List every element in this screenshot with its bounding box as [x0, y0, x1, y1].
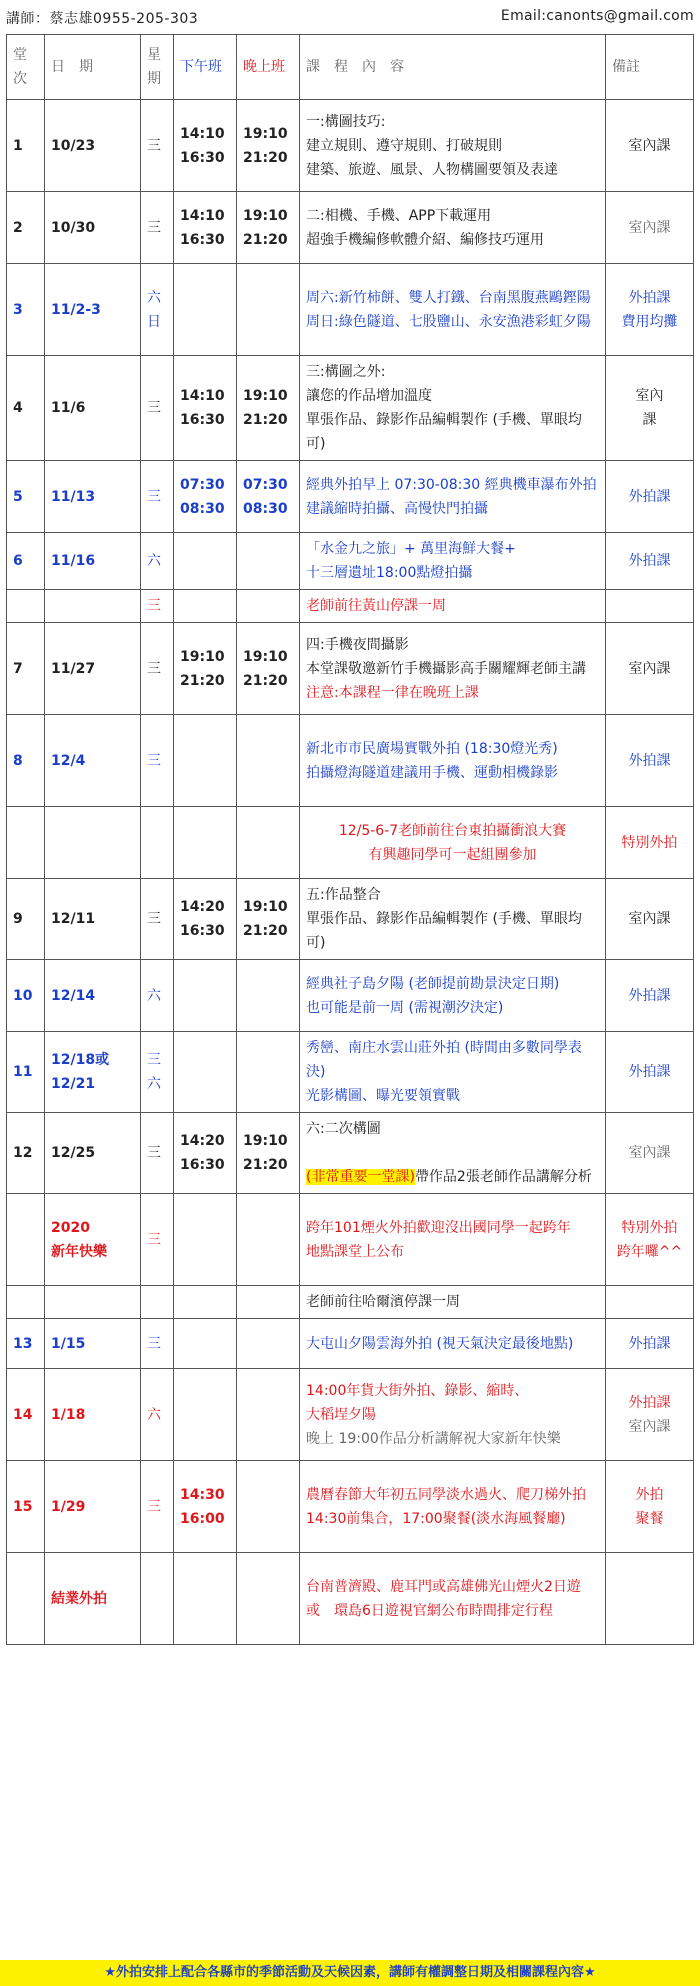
- content-line: 六:二次構圖: [306, 1121, 381, 1137]
- session-date: 12/11: [45, 879, 141, 960]
- session-number: 3: [7, 264, 45, 356]
- content-line: 建議縮時拍攝、高慢快門拍攝: [306, 500, 488, 517]
- col-content: 課 程 內 容: [300, 35, 606, 100]
- evening-time: [237, 1369, 300, 1461]
- afternoon-time: 14:10 16:30: [174, 100, 237, 192]
- afternoon-time: 14:10 16:30: [174, 356, 237, 461]
- table-row: [7, 1461, 694, 1553]
- content-line: 二:相機、手機、APP下載運用: [306, 207, 492, 224]
- evening-time: 19:10 21:20: [237, 100, 300, 192]
- course-content: [300, 960, 606, 1032]
- afternoon-time: [174, 715, 237, 807]
- afternoon-time: 14:30 16:00: [174, 1461, 237, 1553]
- session-number: 15: [7, 1461, 45, 1553]
- content-line: 12/5-6-7老師前往台東拍攝衝浪大賽: [338, 822, 567, 839]
- session-date: 12/14: [45, 960, 141, 1032]
- evening-time: [237, 1194, 300, 1286]
- course-content: [300, 1369, 606, 1461]
- content-line: 單張作品、錄影作品編輯製作 (手機、單眼均可): [306, 412, 582, 452]
- course-note: 外拍課: [606, 1319, 694, 1369]
- afternoon-time: 14:20 16:30: [174, 1113, 237, 1194]
- course-note: 外拍課: [606, 1032, 694, 1113]
- content-line: 新北市市民廣場實戰外拍 (18:30燈光秀): [306, 740, 558, 757]
- table-row: [7, 1319, 694, 1369]
- course-note: 室內課: [606, 192, 694, 264]
- content-line: 秀巒、南庄水雲山莊外拍 (時間由多數同學表決): [306, 1040, 582, 1080]
- course-content: [300, 533, 606, 590]
- session-date: 結業外拍: [45, 1553, 141, 1645]
- session-weekday: 三: [141, 1461, 174, 1553]
- table-row: [7, 1032, 694, 1113]
- course-note: 室內課: [606, 100, 694, 192]
- evening-time: [237, 533, 300, 590]
- evening-time: [237, 1032, 300, 1113]
- evening-time: 19:10 21:20: [237, 356, 300, 461]
- session-number: 8: [7, 715, 45, 807]
- session-weekday: 三: [141, 356, 174, 461]
- content-line: 三:構圖之外:: [306, 364, 386, 380]
- course-note: 外拍課: [606, 533, 694, 590]
- course-content: [300, 715, 606, 807]
- session-weekday: 三: [141, 623, 174, 715]
- content-line: 地點課堂上公布: [306, 1243, 404, 1260]
- content-line: 十三層遺址18:00點燈拍攝: [306, 565, 473, 581]
- content-line: 14:30前集合，17:00聚餐(淡水海風餐廳): [306, 1510, 566, 1527]
- afternoon-time: [174, 1286, 237, 1319]
- session-weekday: 三: [141, 192, 174, 264]
- content-line: 14:00年貨大街外拍、錄影、縮時、: [306, 1382, 529, 1399]
- evening-time: 19:10 21:20: [237, 623, 300, 715]
- table-row: [7, 807, 694, 879]
- table-row: [7, 461, 694, 533]
- course-note: 外拍課: [606, 960, 694, 1032]
- course-content: [300, 100, 606, 192]
- course-note: 室內課: [606, 1113, 694, 1194]
- session-number: 9: [7, 879, 45, 960]
- session-weekday: [141, 1286, 174, 1319]
- course-content: [300, 356, 606, 461]
- session-weekday: 六: [141, 960, 174, 1032]
- content-line: 經典社子島夕陽 (老師提前勘景決定日期): [306, 975, 560, 992]
- session-weekday: 六: [141, 1369, 174, 1461]
- session-date: 10/30: [45, 192, 141, 264]
- session-weekday: 三: [141, 715, 174, 807]
- afternoon-time: [174, 1319, 237, 1369]
- session-weekday: 三: [141, 1194, 174, 1286]
- content-line: 跨年101煙火外拍歡迎沒出國同學一起跨年: [306, 1219, 571, 1236]
- teacher-email: Email:canonts@gmail.com: [500, 8, 694, 24]
- evening-time: [237, 264, 300, 356]
- course-note: 外拍課 費用均攤: [606, 264, 694, 356]
- content-line: 周六:新竹柿餅、雙人打鐵、台南黑腹燕鷗鏗陽: [306, 289, 591, 306]
- afternoon-time: 19:10 21:20: [174, 623, 237, 715]
- evening-time: 07:30 08:30: [237, 461, 300, 533]
- content-line: 本堂課敬邀新竹手機攝影高手關耀輝老師主講: [306, 660, 586, 677]
- col-note: 備註: [606, 35, 694, 100]
- content-line: 經典外拍早上 07:30-08:30 經典機車瀑布外拍: [306, 476, 597, 493]
- course-content: [300, 461, 606, 533]
- session-weekday: 三: [141, 1319, 174, 1369]
- session-number: 7: [7, 623, 45, 715]
- course-content: [300, 1286, 606, 1319]
- table-row: [7, 590, 694, 623]
- course-note: 特別外拍 跨年囉^^: [606, 1194, 694, 1286]
- session-weekday: 三: [141, 461, 174, 533]
- table-row: [7, 623, 694, 715]
- content-line: 周日:綠色隧道、七股鹽山、永安漁港彩虹夕陽: [306, 313, 591, 330]
- course-note: 外拍 聚餐: [606, 1461, 694, 1553]
- col-weekday: 星期: [141, 35, 174, 100]
- evening-time: [237, 715, 300, 807]
- afternoon-time: [174, 1369, 237, 1461]
- afternoon-time: 14:10 16:30: [174, 192, 237, 264]
- afternoon-time: 14:20 16:30: [174, 879, 237, 960]
- session-date: 11/2-3: [45, 264, 141, 356]
- session-date: 11/13: [45, 461, 141, 533]
- content-line: 超強手機編修軟體介紹、編修技巧運用: [306, 231, 544, 248]
- afternoon-time: [174, 264, 237, 356]
- session-number: [7, 590, 45, 623]
- evening-time: [237, 590, 300, 623]
- course-content: [300, 264, 606, 356]
- content-line: 五:作品整合: [306, 887, 381, 903]
- col-evening: 晚上班: [237, 35, 300, 100]
- afternoon-time: [174, 533, 237, 590]
- table-row: [7, 960, 694, 1032]
- session-date: 10/23: [45, 100, 141, 192]
- afternoon-time: [174, 807, 237, 879]
- content-line: 讓您的作品增加溫度: [306, 388, 432, 404]
- course-note: [606, 1369, 694, 1461]
- afternoon-time: [174, 1553, 237, 1645]
- note-line: 外拍課: [628, 1394, 671, 1411]
- session-number: 10: [7, 960, 45, 1032]
- session-date: 12/4: [45, 715, 141, 807]
- session-weekday: 三: [141, 1113, 174, 1194]
- teacher-contact: 講師：蔡志雄0955-205-303: [6, 11, 199, 27]
- afternoon-time: [174, 1032, 237, 1113]
- course-note: 特別外拍: [606, 807, 694, 879]
- course-content: [300, 590, 606, 623]
- afternoon-time: [174, 960, 237, 1032]
- footer-notice: ★外拍安排上配合各縣市的季節活動及天候因素，講師有權調整日期及相關課程內容★: [0, 1960, 700, 1986]
- evening-time: [237, 1461, 300, 1553]
- table-row: [7, 1553, 694, 1645]
- session-number: 6: [7, 533, 45, 590]
- header: [0, 0, 700, 34]
- evening-time: [237, 1319, 300, 1369]
- table-row: [7, 533, 694, 590]
- session-number: [7, 807, 45, 879]
- content-line: 注意:本課程一律在晚班上課: [306, 684, 479, 701]
- schedule-table: [6, 34, 694, 1645]
- session-number: [7, 1553, 45, 1645]
- session-number: 5: [7, 461, 45, 533]
- session-number: 1: [7, 100, 45, 192]
- session-number: 13: [7, 1319, 45, 1369]
- table-row: [7, 356, 694, 461]
- content-line: 也可能是前一周 (需視潮汐決定): [306, 999, 504, 1016]
- session-number: 14: [7, 1369, 45, 1461]
- session-date: 2020 新年快樂: [45, 1194, 141, 1286]
- table-row: [7, 715, 694, 807]
- session-date: 11/6: [45, 356, 141, 461]
- course-note: 室內 課: [606, 356, 694, 461]
- table-row: [7, 879, 694, 960]
- table-row: [7, 1369, 694, 1461]
- col-session: 堂次: [7, 35, 45, 100]
- course-content: [300, 1553, 606, 1645]
- course-note: 室內課: [606, 879, 694, 960]
- content-line: 大屯山夕陽雲海外拍 (視天氣決定最後地點): [306, 1335, 574, 1352]
- afternoon-time: 07:30 08:30: [174, 461, 237, 533]
- evening-time: 19:10 21:20: [237, 192, 300, 264]
- session-date: 12/18或 12/21: [45, 1032, 141, 1113]
- session-number: 12: [7, 1113, 45, 1194]
- course-content: [300, 807, 606, 879]
- content-line: 老師前往黃山停課一周: [306, 598, 446, 614]
- content-line: 台南普濟殿、鹿耳門或高雄佛光山煙火2日遊: [306, 1578, 581, 1595]
- content-line: 一:構圖技巧:: [306, 113, 386, 130]
- session-weekday: 三: [141, 879, 174, 960]
- content-line: 光影構圖、曝光要領實戰: [306, 1088, 460, 1104]
- session-number: 2: [7, 192, 45, 264]
- session-weekday: 六 日: [141, 264, 174, 356]
- content-line: 大稻埕夕陽: [306, 1406, 376, 1423]
- session-weekday: 六: [141, 533, 174, 590]
- table-row: [7, 1194, 694, 1286]
- table-row: [7, 1286, 694, 1319]
- content-line: 帶作品2張老師作品講解分析: [414, 1169, 592, 1185]
- session-date: [45, 590, 141, 623]
- table-row: [7, 1113, 694, 1194]
- session-number: [7, 1194, 45, 1286]
- session-weekday: [141, 807, 174, 879]
- content-line: 建築、旅遊、風景、人物構圖要領及表達: [306, 161, 558, 178]
- content-line: 農曆春節大年初五同學淡水過火、爬刀梯外拍: [306, 1486, 586, 1503]
- session-weekday: 三: [141, 100, 174, 192]
- content-line: 有興趣同學可一起組團參加: [368, 846, 537, 863]
- session-weekday: [141, 1553, 174, 1645]
- note-line: 室內課: [628, 1418, 671, 1435]
- content-line: 晚上 19:00作品分析講解祝大家新年快樂: [306, 1430, 561, 1447]
- evening-time: [237, 960, 300, 1032]
- table-row: [7, 192, 694, 264]
- content-line: 拍攝燈海隧道建議用手機、運動相機錄影: [306, 764, 558, 781]
- col-afternoon: 下午班: [174, 35, 237, 100]
- course-note: 室內課: [606, 623, 694, 715]
- course-content: [300, 1194, 606, 1286]
- evening-time: 19:10 21:20: [237, 1113, 300, 1194]
- course-content: [300, 623, 606, 715]
- session-date: 11/27: [45, 623, 141, 715]
- session-weekday: 三: [141, 590, 174, 623]
- course-content: [300, 879, 606, 960]
- afternoon-time: [174, 590, 237, 623]
- afternoon-time: [174, 1194, 237, 1286]
- session-date: 1/15: [45, 1319, 141, 1369]
- content-line: 四:手機夜間攝影: [306, 636, 409, 653]
- evening-time: 19:10 21:20: [237, 879, 300, 960]
- session-number: 11: [7, 1032, 45, 1113]
- session-date: 1/18: [45, 1369, 141, 1461]
- session-date: 12/25: [45, 1113, 141, 1194]
- table-row: [7, 100, 694, 192]
- session-date: 11/16: [45, 533, 141, 590]
- content-line: 「水金九之旅」+ 萬里海鮮大餐+: [306, 541, 516, 557]
- col-date: 日 期: [45, 35, 141, 100]
- session-weekday: 三 六: [141, 1032, 174, 1113]
- content-line: [306, 1117, 599, 1189]
- session-date: [45, 807, 141, 879]
- course-content: [300, 192, 606, 264]
- evening-time: [237, 1553, 300, 1645]
- course-note: [606, 1286, 694, 1319]
- course-content: [300, 1113, 606, 1194]
- evening-time: [237, 807, 300, 879]
- content-line: 或 環島6日遊視官網公布時間排定行程: [306, 1602, 553, 1619]
- session-number: [7, 1286, 45, 1319]
- table-row: [7, 264, 694, 356]
- content-line: 建立規則、遵守規則、打破規則: [306, 137, 502, 154]
- course-note: [606, 1553, 694, 1645]
- course-note: [606, 590, 694, 623]
- session-date: 1/29: [45, 1461, 141, 1553]
- course-content: [300, 1032, 606, 1113]
- table-header-row: [7, 35, 694, 100]
- course-note: 外拍課: [606, 715, 694, 807]
- evening-time: [237, 1286, 300, 1319]
- session-number: 4: [7, 356, 45, 461]
- content-line: 老師前往哈爾濱停課一周: [306, 1294, 460, 1310]
- course-note: 外拍課: [606, 461, 694, 533]
- content-line: 單張作品、錄影作品編輯製作 (手機、單眼均可): [306, 911, 582, 951]
- course-content: [300, 1319, 606, 1369]
- session-date: [45, 1286, 141, 1319]
- highlight-badge: (非常重要一堂課): [306, 1169, 415, 1185]
- course-content: [300, 1461, 606, 1553]
